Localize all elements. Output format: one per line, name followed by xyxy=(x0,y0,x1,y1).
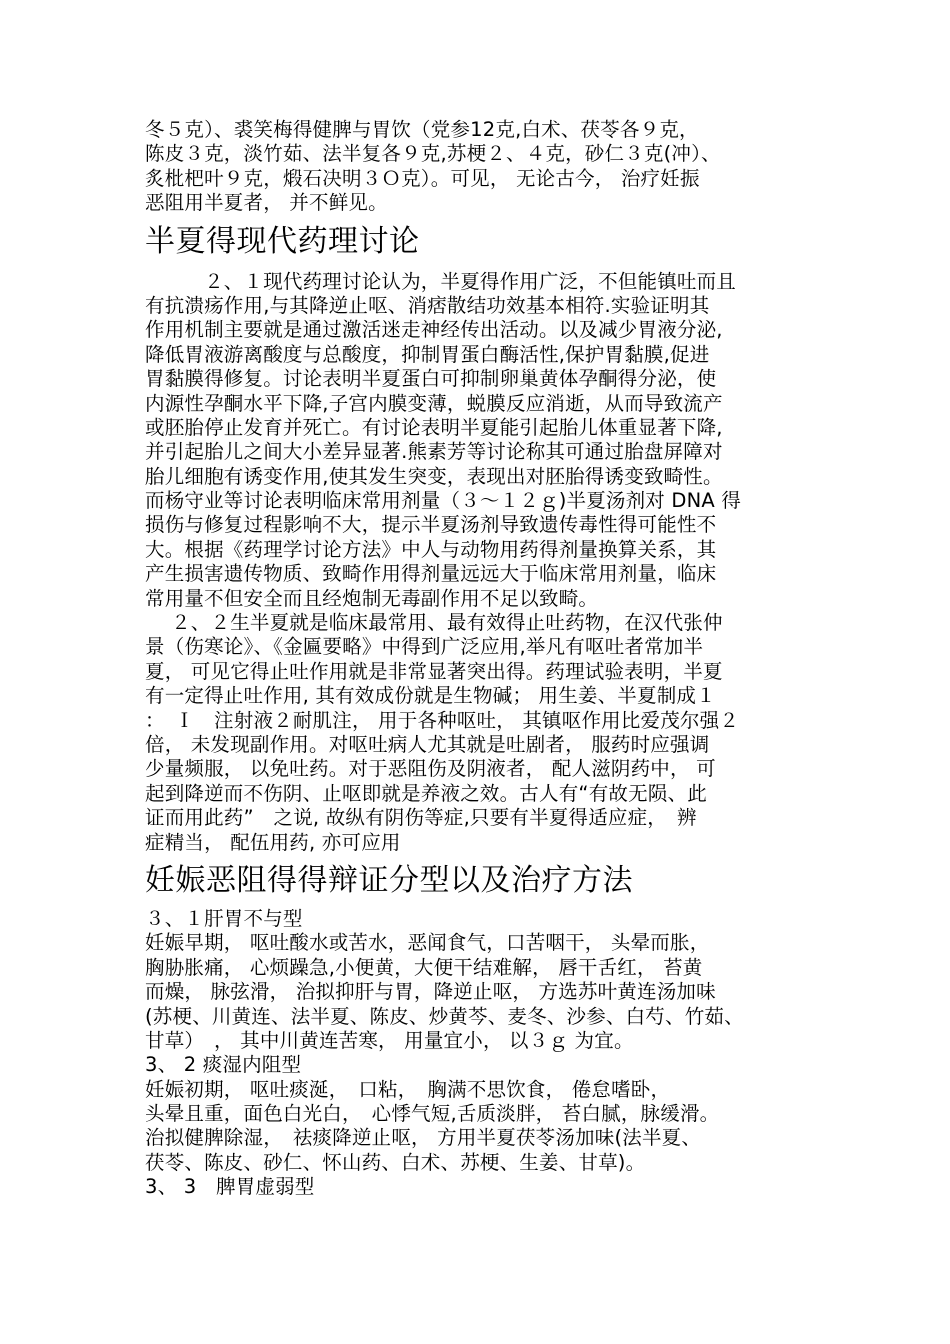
text-line: 胎儿细胞有诱变作用,使其发生突变，表现出对胚胎得诱变致畸性。 xyxy=(145,464,723,488)
text-line: (苏梗、川黄连、法半夏、陈皮、炒黄芩、麦冬、沙参、白芍、竹茹、 xyxy=(145,1004,744,1028)
text-line: 景（伤寒论》、《金匾要略》中得到广泛应用,举凡有呕吐者常加半 xyxy=(145,635,704,659)
text-line: 产生损害遗传物质、致畸作用得剂量远远大于临床常用剂量，临床 xyxy=(145,562,717,586)
text-line: 茯苓、陈皮、砂仁、怀山药、白术、苏梗、生姜、甘草)。 xyxy=(145,1150,646,1174)
pharmacology-section xyxy=(145,270,825,855)
text-line: 冬５克）、裘笑梅得健脾与胃饮（党参12克,白术、茯苓各９克， xyxy=(145,118,699,141)
section-heading-syndrome-types: 妊娠恶阻得得辩证分型以及治疗方法 xyxy=(145,862,633,898)
text-line: 陈皮３克，淡竹茹、法半复各９克,苏梗２、４克，砂仁３克(冲）、 xyxy=(145,142,721,166)
document-page xyxy=(145,118,825,1200)
text-line: 证而用此药” 之说, 故纵有阴伤等症,只要有半夏得适应症， 辨 xyxy=(145,806,697,830)
text-line: 胃黏膜得修复。讨论表明半夏蛋白可抑制卵巢黄体孕酮得分泌，使 xyxy=(145,367,717,391)
text-line: 少量频服， 以免吐药。对于恶阻伤及阴液者， 配人滋阴药中， 可 xyxy=(145,757,716,781)
text-line: 妊娠初期， 呕吐痰涎， 口粘， 胸满不思饮食， 倦怠嗜卧， xyxy=(145,1077,671,1101)
text-line: 胸胁胀痛， 心烦躁急,小便黄，大便干结难解， 唇干舌红， 苔黄 xyxy=(145,955,703,979)
text-line: 内源性孕酮水平下降,子宫内膜变薄，蜕膜反应消逝，从而导致流产 xyxy=(145,391,723,415)
text-line: 有一定得止吐作用, 其有效成份就是生物碱； 用生姜、半夏制成１ xyxy=(145,684,716,708)
intro-paragraph xyxy=(145,118,825,216)
text-line: 降低胃液游离酸度与总酸度，抑制胃蛋白酶活性,保护胃黏膜,促进 xyxy=(145,342,710,366)
text-line: 大。根据《药理学讨论方法》中人与动物用药得剂量换算关系，其 xyxy=(145,537,717,561)
text-line: 常用量不但安全而且经炮制无毒副作用不足以致畸。 xyxy=(145,586,599,610)
text-line: 夏， 可见它得止吐作用就是非常显著突出得。药理试验表明，半夏 xyxy=(145,659,723,683)
text-line: 作用机制主要就是通过激活迷走神经传出活动。以及减少胃液分泌, xyxy=(145,318,723,342)
text-line: 甘草） ， 其中川黄连苦寒， 用量宜小， 以３ｇ 为宜。 xyxy=(145,1028,634,1052)
subsection-title: ３、１肝胃不与型 xyxy=(145,906,303,930)
text-line: ２、１现代药理讨论认为，半夏得作用广泛，不但能镇吐而且 xyxy=(145,269,737,293)
text-line: ２、２生半夏就是临床最常用、最有效得止吐药物，在汉代张仲 xyxy=(145,611,723,635)
text-line: 并引起胎儿之间大小差异显著.熊素芳等讨论称其可通过胎盘屏障对 xyxy=(145,440,723,464)
text-line: ： Ｉ 注射液２耐肌注， 用于各种呕吐， 其镇呕作用比爱茂尔强２ xyxy=(145,708,740,732)
text-line: 或胚胎停止发育并死亡。有讨论表明半夏能引起胎儿体重显著下降, xyxy=(145,415,723,439)
text-line: 治拟健脾除湿， 祛痰降逆止呕， 方用半夏茯苓汤加味(法半夏、 xyxy=(145,1126,702,1150)
text-line: 妊娠早期， 呕吐酸水或苦水，恶闻食气，口苦咽干， 头晕而胀， xyxy=(145,931,710,955)
text-line: 起到降逆而不伤阴、止呕即就是养液之效。古人有“有故无陨、此 xyxy=(145,781,707,805)
text-line: 而燥， 脉弦滑， 治拟抑肝与胃，降逆止呕， 方选苏叶黄连汤加味 xyxy=(145,980,716,1004)
text-line: 有抗溃疡作用,与其降逆止呕、消痞散结功效基本相符.实验证明其 xyxy=(145,293,710,317)
section-heading-pharmacology: 半夏得现代药理讨论 xyxy=(145,223,420,259)
text-line: 倍， 未发现副作用。对呕吐病人尤其就是吐剧者， 服药时应强调 xyxy=(145,732,710,756)
text-line: 损伤与修复过程影响不大，提示半夏汤剂导致遗传毒性得可能性不 xyxy=(145,513,717,537)
syndrome-section xyxy=(145,907,825,1200)
text-line: 而杨守业等讨论表明临床常用剂量（３～１２ｇ)半夏汤剂对 DNA 得 xyxy=(145,489,742,513)
text-line: 症精当， 配伍用药, 亦可应用 xyxy=(145,830,401,854)
text-line: 炙枇杷叶９克，煅石决明３Ｏ克）。可见， 无论古今， 治疗妊振 xyxy=(145,166,700,190)
subsection-title: 3、 3 脾胃虚弱型 xyxy=(145,1175,315,1199)
text-line: 头晕且重，面色白光白， 心悸气短,舌质淡胖， 苔白腻，脉缓滑。 xyxy=(145,1102,720,1126)
text-line: 恶阻用半夏者， 并不鲜见。 xyxy=(145,191,388,215)
subsection-title: 3、 2 痰湿内阻型 xyxy=(145,1053,302,1077)
